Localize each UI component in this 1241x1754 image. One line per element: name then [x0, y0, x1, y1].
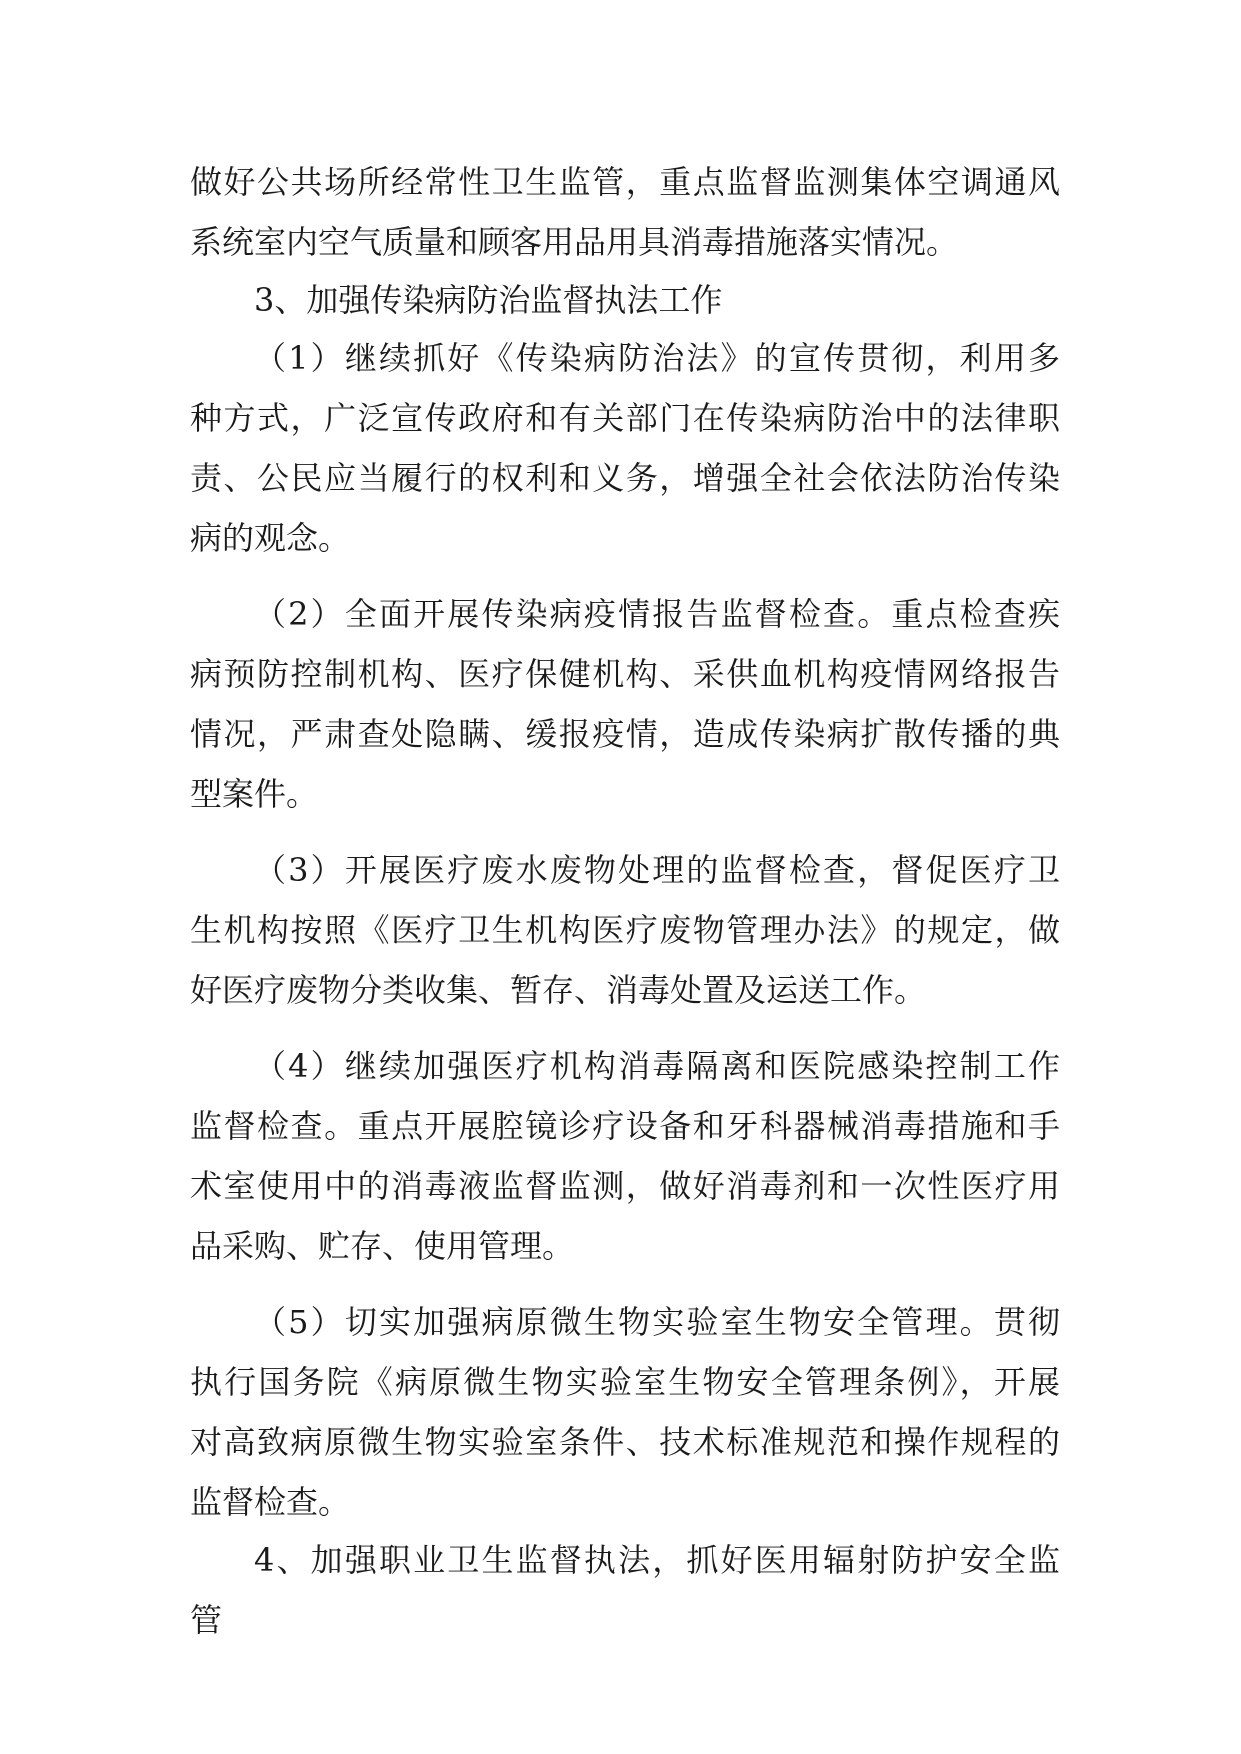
text-line: （1）继续抓好《传染病防治法》的宣传贯彻，利用多: [254, 339, 1060, 377]
section-heading: 3、加强传染病防治监督执法工作: [254, 281, 723, 319]
text-line: （3）开展医疗废水废物处理的监督检查，督促医疗卫: [254, 851, 1060, 889]
text-line: 做好公共场所经常性卫生监管，重点监督监测集体空调通风: [190, 163, 1060, 201]
text-line: 型案件。: [190, 775, 319, 813]
text-line: 病的观念。: [190, 519, 351, 557]
text-line: 对高致病原微生物实验室条件、技术标准规范和操作规程的: [190, 1423, 1060, 1461]
text-line: 监督检查。: [190, 1483, 351, 1521]
section-heading: 4、加强职业卫生监督执法，抓好医用辐射防护安全监: [254, 1541, 1060, 1579]
text-line: （5）切实加强病原微生物实验室生物安全管理。贯彻: [254, 1303, 1060, 1341]
text-line: 监督检查。重点开展腔镜诊疗设备和牙科器械消毒措施和手: [190, 1107, 1060, 1145]
text-line: （4）继续加强医疗机构消毒隔离和医院感染控制工作: [254, 1047, 1060, 1085]
text-line: 系统室内空气质量和顾客用品用具消毒措施落实情况。: [190, 223, 959, 261]
text-line: 情况，严肃查处隐瞒、缓报疫情，造成传染病扩散传播的典: [190, 715, 1060, 753]
text-line: 好医疗废物分类收集、暂存、消毒处置及运送工作。: [190, 971, 927, 1009]
section-heading-continued: 管: [190, 1601, 223, 1639]
text-line: 品采购、贮存、使用管理。: [190, 1227, 575, 1265]
text-line: 术室使用中的消毒液监督监测，做好消毒剂和一次性医疗用: [190, 1167, 1060, 1205]
text-line: 执行国务院《病原微生物实验室生物安全管理条例》，开展: [190, 1363, 1060, 1401]
text-line: 生机构按照《医疗卫生机构医疗废物管理办法》的规定，做: [190, 911, 1060, 949]
text-line: 病预防控制机构、医疗保健机构、采供血机构疫情网络报告: [190, 655, 1060, 693]
text-line: 责、公民应当履行的权利和义务，增强全社会依法防治传染: [190, 459, 1060, 497]
text-line: 种方式，广泛宣传政府和有关部门在传染病防治中的法律职: [190, 399, 1060, 437]
text-line: （2）全面开展传染病疫情报告监督检查。重点检查疾: [254, 595, 1060, 633]
